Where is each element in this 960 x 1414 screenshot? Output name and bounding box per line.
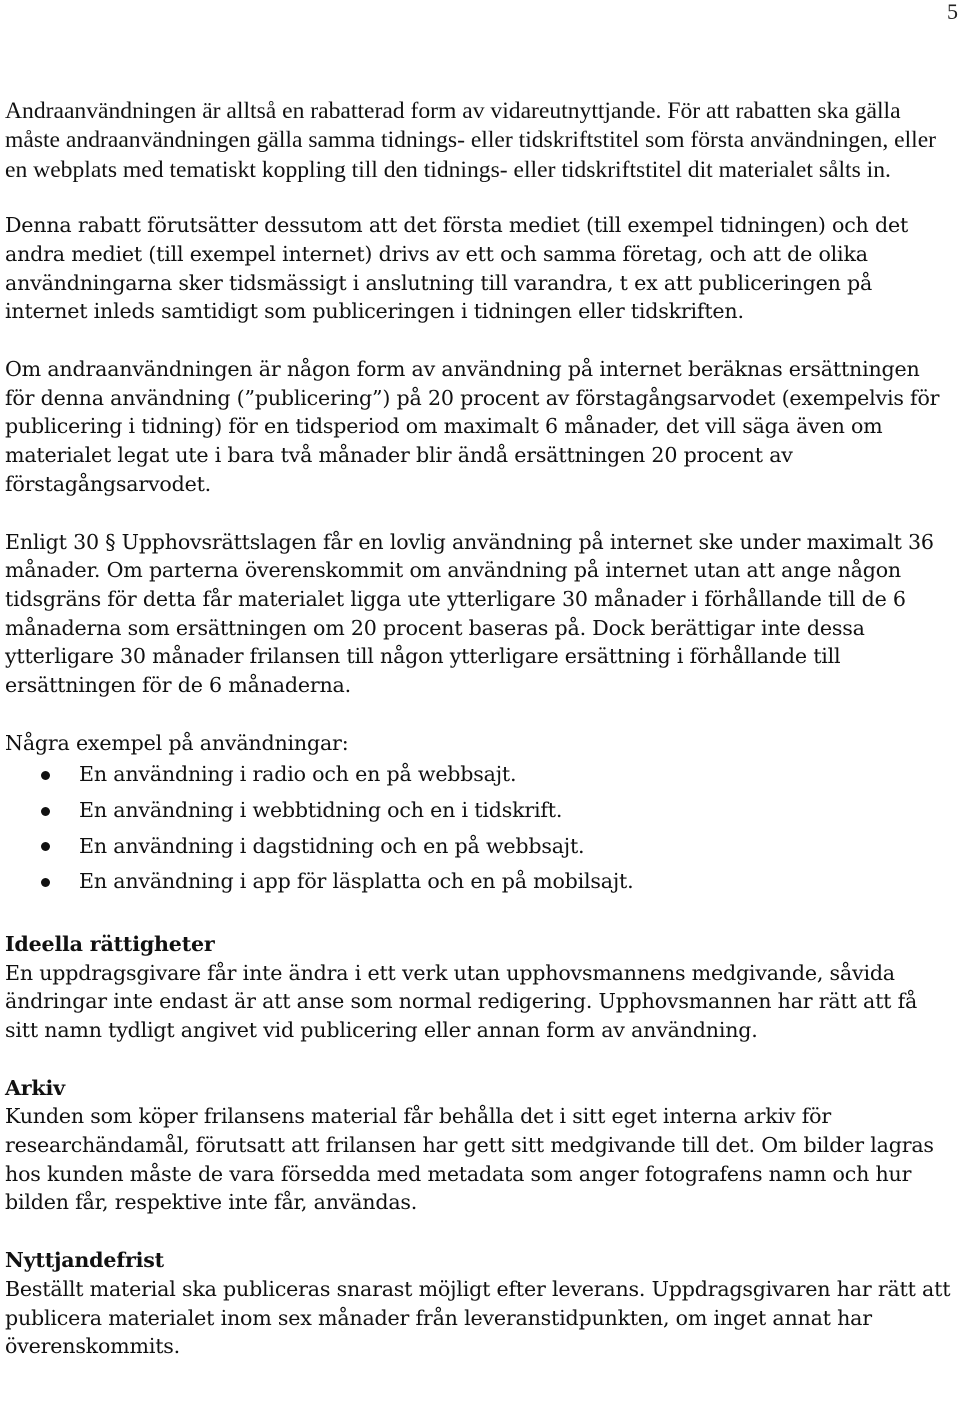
- document-body: [5, 97, 955, 1361]
- bullet-icon: [41, 878, 50, 887]
- heading-ideella-rattigheter: Ideella rättigheter: [5, 931, 215, 956]
- paragraph-internet-ersattning: Om andraanvändningen är någon form av användning på internet beräknas ersättningen för denna användning (”publicering”) på 20 procent av förstagångsarvodet (exempelvis för publicering i tidning) för en tidsperiod om maximalt 6 månader, det vill säga även om materialet legat ute i bara två månader blir ändå ersättningen 20 procent av förstagångsarvodet.: [5, 357, 940, 496]
- paragraph-examples-intro: Några exempel på användningar:: [5, 730, 349, 755]
- list-item: [5, 757, 955, 793]
- bullet-icon: [41, 807, 50, 816]
- list-item: [5, 829, 955, 865]
- page-number: 5: [947, 0, 958, 24]
- list-item-text: En användning i webbtidning och en i tidskrift.: [79, 798, 563, 823]
- examples-list: [5, 757, 955, 899]
- bullet-icon: [41, 842, 50, 851]
- paragraph-rabatt-intro: Andraanvändningen är alltså en rabatterad form av vidareutnyttjande. För att rabatten ska gälla måste andraanvändningen gälla samma tidnings- eller tidskriftstitel som första användningen, eller en webplats med tematiskt koppling till den tidnings- eller tidskriftstitel dit materialet sålts in.: [5, 98, 937, 183]
- paragraph-rabatt-villkor: Denna rabatt förutsätter dessutom att det första mediet (till exempel tidningen) och det andra mediet (till exempel internet) drivs av ett och samma företag, och att de olika användningarna sker tidsmässigt i anslutning till varandra, t ex att publiceringen på internet inleds samtidigt som publiceringen i tidningen eller tidskriften.: [5, 213, 909, 324]
- list-item: [5, 793, 955, 829]
- paragraph-upphovsrattslagen: Enligt 30 § Upphovsrättslagen får en lovlig användning på internet ske under maximalt 36 månader. Om parterna överenskommit om användning på internet utan att ange någon tidsgräns för detta får materialet ligga ute ytterligare 30 månader i förhållande till de 6 månaderna som ersättningen om 20 procent baseras på. Dock berättigar inte dessa ytterligare 30 månader frilansen till någon ytterligare ersättning i förhållande till ersättningen för de 6 månaderna.: [5, 529, 934, 698]
- heading-nyttjandefrist: Nyttjandefrist: [5, 1248, 164, 1273]
- list-item: [5, 864, 955, 900]
- paragraph-arkiv: Kunden som köper frilansens material får behålla det i sitt eget interna arkiv för researchändamål, förutsatt att frilansen har gett sitt medgivande till det. Om bilder lagras hos kunden måste de vara försedda med metadata som anger fotografens namn och hur bilden får, respektive inte får, användas.: [5, 1104, 934, 1215]
- list-item-text: En användning i dagstidning och en på webbsajt.: [79, 833, 585, 858]
- paragraph-ideella-rattigheter: En uppdragsgivare får inte ändra i ett verk utan upphovsmannens medgivande, såvida ändringar inte endast är att anse som normal redigering. Upphovsmannen har rätt att få sitt namn tydligt angivet vid publicering eller annan form av användning.: [5, 960, 918, 1042]
- bullet-icon: [41, 771, 50, 780]
- heading-arkiv: Arkiv: [5, 1075, 65, 1100]
- list-item-text: En användning i radio och en på webbsajt.: [79, 762, 517, 787]
- paragraph-nyttjandefrist: Beställt material ska publiceras snarast möjligt efter leverans. Uppdragsgivaren har rätt att publicera materialet inom sex månader från leveranstidpunkten, om inget annat har överenskommits.: [5, 1276, 951, 1359]
- list-item-text: En användning i app för läsplatta och en på mobilsajt.: [79, 869, 634, 894]
